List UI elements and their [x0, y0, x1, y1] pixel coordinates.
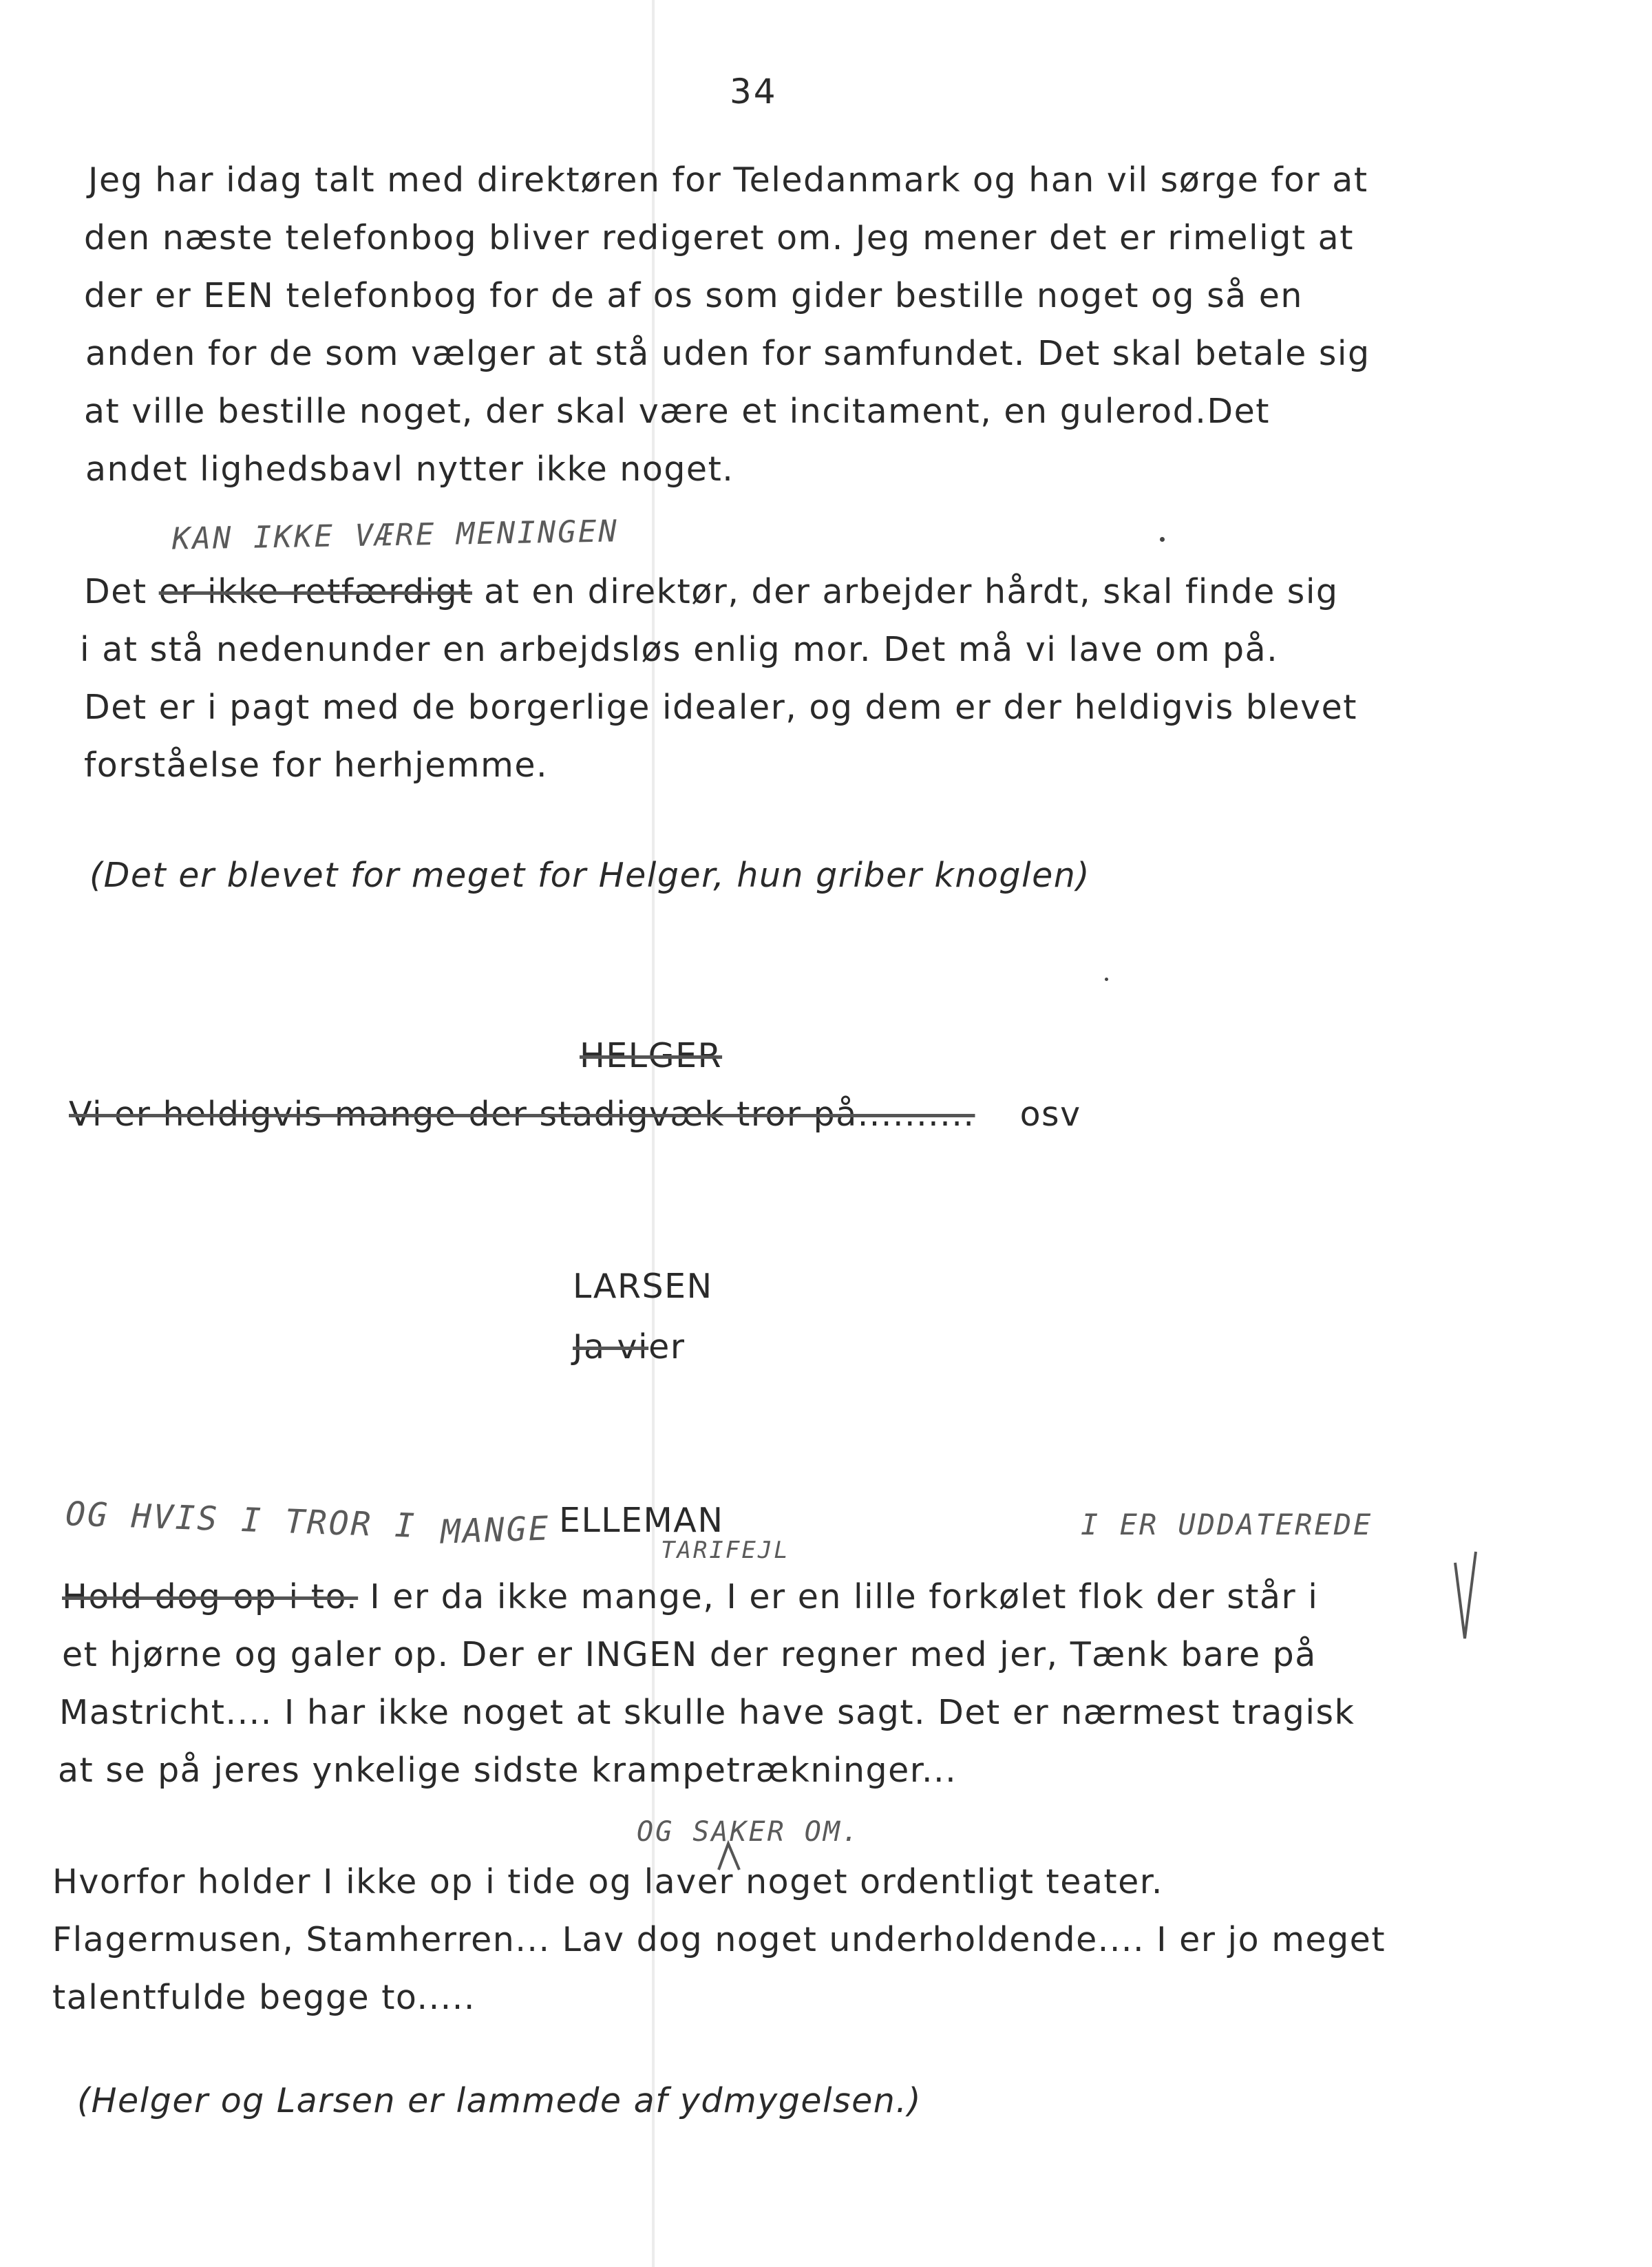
text-line: der er EEN telefonbog for de af os som gider bestille noget og så en: [84, 276, 1303, 315]
page-number: 34: [730, 72, 778, 112]
handwritten-note-tror: OG HVIS I TROR I: [65, 1495, 418, 1546]
text-fragment: osv: [1019, 1095, 1081, 1134]
text-line: [84, 563, 1564, 621]
text-fragment: at en direktør, der arbejder hårdt, skal finde sig: [484, 572, 1339, 611]
text-fragment: Det: [84, 572, 147, 611]
struck-text: Hold dog op i to.: [62, 1577, 359, 1616]
text-line: [62, 1568, 1542, 1626]
text-line: at ville bestille noget, der skal være et incitament, en gulerod.Det: [84, 392, 1270, 431]
handwritten-note-uddaterede: I ER UDDATEREDE: [1081, 1508, 1373, 1541]
paragraph-hvorfor: [52, 1853, 1532, 2027]
text-line: forståelse for herhjemme.: [84, 746, 549, 785]
handwritten-note-mange: MANGE: [440, 1509, 551, 1552]
text-line: Mastricht.... I har ikke noget at skulle have sagt. Det er nærmest tragisk: [59, 1693, 1355, 1732]
paragraph-teledanmark: [84, 151, 1564, 498]
text-line: et hjørne og galer op. Der er INGEN der regner med jer, Tænk bare på: [62, 1635, 1317, 1674]
text-line: Hvorfor holder I ikke op i tide og laver noget ordentligt teater.: [52, 1862, 1164, 1901]
ink-dot: [1105, 978, 1108, 981]
stage-direction-helger-knoglen: [89, 847, 1569, 905]
text-line: Flagermusen, Stamherren... Lav dog noget underholdende.... I er jo meget: [52, 1920, 1386, 1959]
text-line: (Helger og Larsen er lammede af ydmygelsen.): [77, 2081, 922, 2120]
struck-text: Vi er heldigvis mange der stadigvæk tror på..........: [69, 1095, 975, 1134]
text-line: den næste telefonbog bliver redigeret om. Jeg mener det er rimeligt at: [84, 218, 1354, 257]
pencil-insertion-mark: [1452, 1549, 1480, 1645]
character-name-larsen: LARSEN: [573, 1267, 713, 1306]
handwritten-note-saker-om: OG SAKER OM.: [637, 1816, 860, 1848]
struck-text: Ja vi: [573, 1327, 649, 1367]
pencil-caret-mark: [716, 1839, 743, 1874]
struck-text: er ikke retfærdigt: [158, 572, 472, 611]
text-fragment: I er da ikke mange, I er en lille forkølet flok der står i: [370, 1577, 1319, 1616]
handwritten-note-tarifejl: TARIFEJL: [661, 1537, 790, 1564]
character-name-helger: HELGER: [580, 1036, 723, 1075]
text-line: andet lighedsbavl nytter ikke noget.: [85, 450, 734, 489]
text-line: Jeg har idag talt med direktøren for Teledanmark og han vil sørge for at: [88, 160, 1368, 200]
text-line: at se på jeres ynkelige sidste krampetrækninger...: [58, 1751, 957, 1790]
text-line: talentfulde begge to.....: [52, 1978, 476, 2017]
ink-dot: [1160, 537, 1165, 542]
helger-line: [69, 1095, 1081, 1134]
stage-direction-ydmygelsen: [77, 2072, 1557, 2130]
text-line: i at stå nedenunder en arbejdsløs enlig mor. Det må vi lave om på.: [80, 630, 1279, 669]
paragraph-elleman: [58, 1568, 1542, 1800]
character-name-elleman: ELLEMAN: [559, 1501, 724, 1540]
paragraph-direktor: [80, 563, 1564, 794]
text-line: (Det er blevet for meget for Helger, hun griber knoglen): [89, 856, 1090, 895]
text-line: Det er i pagt med de borgerlige idealer, og dem er der heldigvis blevet: [84, 688, 1358, 727]
larsen-line: [573, 1327, 685, 1367]
text-fragment: er: [648, 1327, 686, 1367]
text-line: anden for de som vælger at stå uden for samfundet. Det skal betale sig: [85, 334, 1370, 373]
handwritten-note-meningen: KAN IKKE VÆRE MENINGEN: [171, 514, 620, 557]
